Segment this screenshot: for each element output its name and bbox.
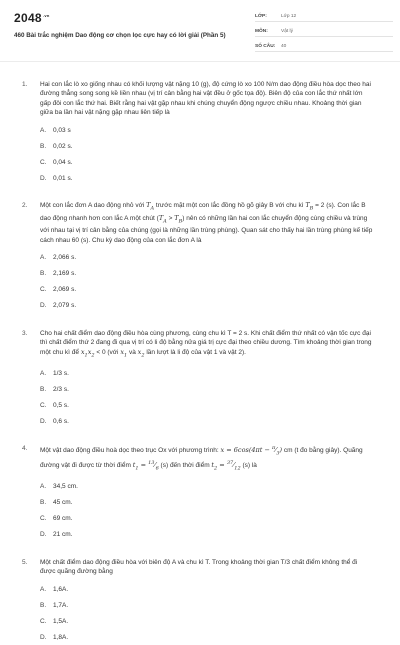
meta-subject-row <box>255 27 393 37</box>
option-a[interactable] <box>40 365 213 381</box>
option-letter: D. <box>40 302 47 310</box>
option-text: 34,5 cm. <box>53 483 78 490</box>
meta-count-row <box>255 42 393 52</box>
option-text: 69 cm. <box>53 515 73 522</box>
math-t2: $t_2$ = $^{37}⁄_{12}$ <box>211 459 241 472</box>
text-part: Một con lắc đơn A dao động nhỏ với <box>40 202 147 210</box>
question-text <box>40 201 374 245</box>
text-part: và <box>127 348 138 356</box>
option-text: 0,6 s. <box>53 417 69 425</box>
math-tb: $T_B$ <box>305 201 314 212</box>
meta-subject-label: MÔN: <box>255 29 268 34</box>
option-b[interactable] <box>40 138 213 154</box>
option-text: 1,8A. <box>53 633 69 641</box>
text-part: ) nên có những lần hai con lắc chuyển động cùng chiều và trùng với nhau tại vị trí cân bằng của chúng (gọi là những lần trùng phùng). Quan sát cho thấy hai lần trùng phùng kế tiếp cách nhau 60 (s). Chu kỳ dao động của con lắc đơn A là <box>40 214 373 244</box>
option-text: 0,5 s. <box>53 401 69 409</box>
option-c[interactable] <box>40 613 213 629</box>
meta-count-label: SỐ CÂU: <box>255 44 276 49</box>
option-letter: C. <box>40 617 47 625</box>
question-3 <box>22 329 374 429</box>
math-x1: $x_1$ <box>120 347 128 358</box>
document-meta <box>255 12 393 57</box>
option-b[interactable] <box>40 381 213 397</box>
option-d[interactable] <box>40 413 213 429</box>
logo-text: 2048 <box>14 11 42 25</box>
option-text: 2,066 s. <box>53 254 77 262</box>
option-letter: B. <box>40 385 47 393</box>
option-a[interactable] <box>40 250 213 266</box>
option-b[interactable] <box>40 495 213 511</box>
option-text: 1,7A. <box>53 601 69 609</box>
option-text: 0,01 s. <box>53 174 73 182</box>
option-letter: D. <box>40 633 47 641</box>
math-tb: $T_B$ <box>174 213 183 225</box>
math-x2: $x_2$ <box>137 347 145 358</box>
question-5 <box>22 558 374 645</box>
site-logo[interactable] <box>14 11 50 25</box>
option-letter: C. <box>40 401 47 409</box>
meta-class-label: LỚP: <box>255 14 267 19</box>
math-ta: $T_A$ <box>158 213 167 225</box>
question-text <box>40 329 374 360</box>
option-letter: D. <box>40 417 47 425</box>
option-letter: A. <box>40 126 47 134</box>
option-a[interactable] <box>40 122 213 138</box>
option-text: 1/3 s. <box>53 369 69 377</box>
question-number: 1. <box>22 81 28 88</box>
text-part: Một vật dao động điều hoà dọc theo trục Ox với phương trình: <box>40 447 221 455</box>
option-letter: B. <box>40 601 47 609</box>
meta-class-value: Lớp 12 <box>281 14 297 19</box>
text-part: > <box>166 214 175 222</box>
text-part: (s) là <box>240 462 257 470</box>
logo-suffix: .vn <box>42 13 50 18</box>
option-letter: A. <box>40 254 47 262</box>
answer-options <box>40 581 374 645</box>
option-text: 2/3 s. <box>53 385 69 393</box>
text-part: (s) đến thời điểm <box>158 462 212 470</box>
question-text: Một chất điểm dao động điều hòa với biên độ A và chu kì T. Trong khoảng thời gian T/3 chất điểm không thể đi được quãng đường bằng <box>40 558 358 575</box>
option-letter: B. <box>40 499 47 506</box>
question-text <box>40 444 374 474</box>
math-equation: $x = 6\cos(4\pi t - ^\pi⁄_3)$ <box>220 445 283 457</box>
question-1 <box>22 80 374 186</box>
question-number: 5. <box>22 558 28 566</box>
option-letter: C. <box>40 515 47 522</box>
option-c[interactable] <box>40 282 213 298</box>
option-d[interactable] <box>40 629 213 645</box>
option-letter: D. <box>40 531 47 538</box>
answer-options <box>40 250 374 314</box>
meta-class-row <box>255 12 393 22</box>
option-d[interactable] <box>40 298 213 314</box>
meta-subject-value: Vật lý <box>281 29 293 34</box>
option-text: 2,169 s. <box>53 270 77 278</box>
text-part: trước mặt một con lắc đồng hồ gõ giây B với chu kì <box>154 202 306 210</box>
math-t1: $t_1$ = $^{13}⁄_6$ <box>132 459 159 472</box>
option-text: 45 cm. <box>53 499 73 506</box>
text-part: lần lượt là li độ của vật 1 và vật 2). <box>144 348 246 356</box>
option-text: 0,03 s <box>53 126 71 134</box>
question-list <box>0 62 400 645</box>
text-part: Cho hai chất điểm dao động điều hòa cùng phương, cùng chu kì T = 2 s. Khi chất điểm thứ nhất có vận tốc cực đại thì chất điểm thứ 2 đang đi qua vị trí có li độ bằng nửa giá trị cực đại theo chiều dương. Tìm khoảng thời gian trong một chu kì để <box>40 329 372 356</box>
math-ta: $T_A$ <box>146 201 155 212</box>
option-letter: B. <box>40 142 47 150</box>
option-b[interactable] <box>40 266 213 282</box>
text-part: cm (t đo bằng giây). Quãng đường vật đi được từ thời điểm <box>40 447 363 470</box>
option-text: 0,02 s. <box>53 142 73 150</box>
answer-options <box>40 365 374 429</box>
question-number: 2. <box>22 202 28 210</box>
option-d[interactable] <box>40 170 213 186</box>
option-letter: D. <box>40 174 47 182</box>
math-x1x2: $x_1x_2$ <box>80 347 95 358</box>
page-header <box>0 0 400 62</box>
question-text: Hai con lắc lò xo giống nhau có khối lượng vật nặng 10 (g), độ cứng lò xo 100 N/m dao động điều hòa dọc theo hai đường thẳng song song kề liền nhau (vị trí cân bằng hai vật đều ở gốc tọa độ). Biên độ của con lắc thứ nhất lớn gấp đôi con lắc thứ hai. Biết rằng hai vật gặp nhau khi chúng chuyển động ngược chiều nhau. Khoảng thời gian giữa ba lần hai vật nặng gặp nhau liên tiếp là <box>40 81 371 116</box>
option-letter: C. <box>40 286 47 294</box>
question-4 <box>22 444 374 543</box>
option-text: 21 cm. <box>53 531 73 538</box>
option-letter: A. <box>40 369 47 377</box>
meta-count-value: 40 <box>281 44 287 49</box>
option-a[interactable] <box>40 479 213 495</box>
answer-options <box>40 479 374 543</box>
option-letter: A. <box>40 483 47 490</box>
text-part: = 2 (s). Con lắc B dao động nhanh hơn con lắc A một chút ( <box>40 202 366 222</box>
answer-options <box>40 122 374 186</box>
text-part: < 0 (với <box>94 348 121 356</box>
option-c[interactable] <box>40 511 213 527</box>
option-text: 1,6A. <box>53 585 69 593</box>
option-text: 2,079 s. <box>53 302 77 310</box>
option-text: 2,069 s. <box>53 286 77 294</box>
option-letter: B. <box>40 270 47 278</box>
option-d[interactable] <box>40 527 213 543</box>
question-2 <box>22 201 374 314</box>
document-title: 460 Bài trắc nghiệm Dao động cơ chọn lọc cực hay có lời giải (Phần 5) <box>14 32 226 39</box>
question-number: 3. <box>22 329 28 337</box>
option-text: 1,5A. <box>53 617 69 625</box>
option-c[interactable] <box>40 154 213 170</box>
option-letter: A. <box>40 585 47 593</box>
option-text: 0,04 s. <box>53 158 73 166</box>
option-c[interactable] <box>40 397 213 413</box>
option-a[interactable] <box>40 581 213 597</box>
option-letter: C. <box>40 158 47 166</box>
question-number: 4. <box>22 445 28 453</box>
